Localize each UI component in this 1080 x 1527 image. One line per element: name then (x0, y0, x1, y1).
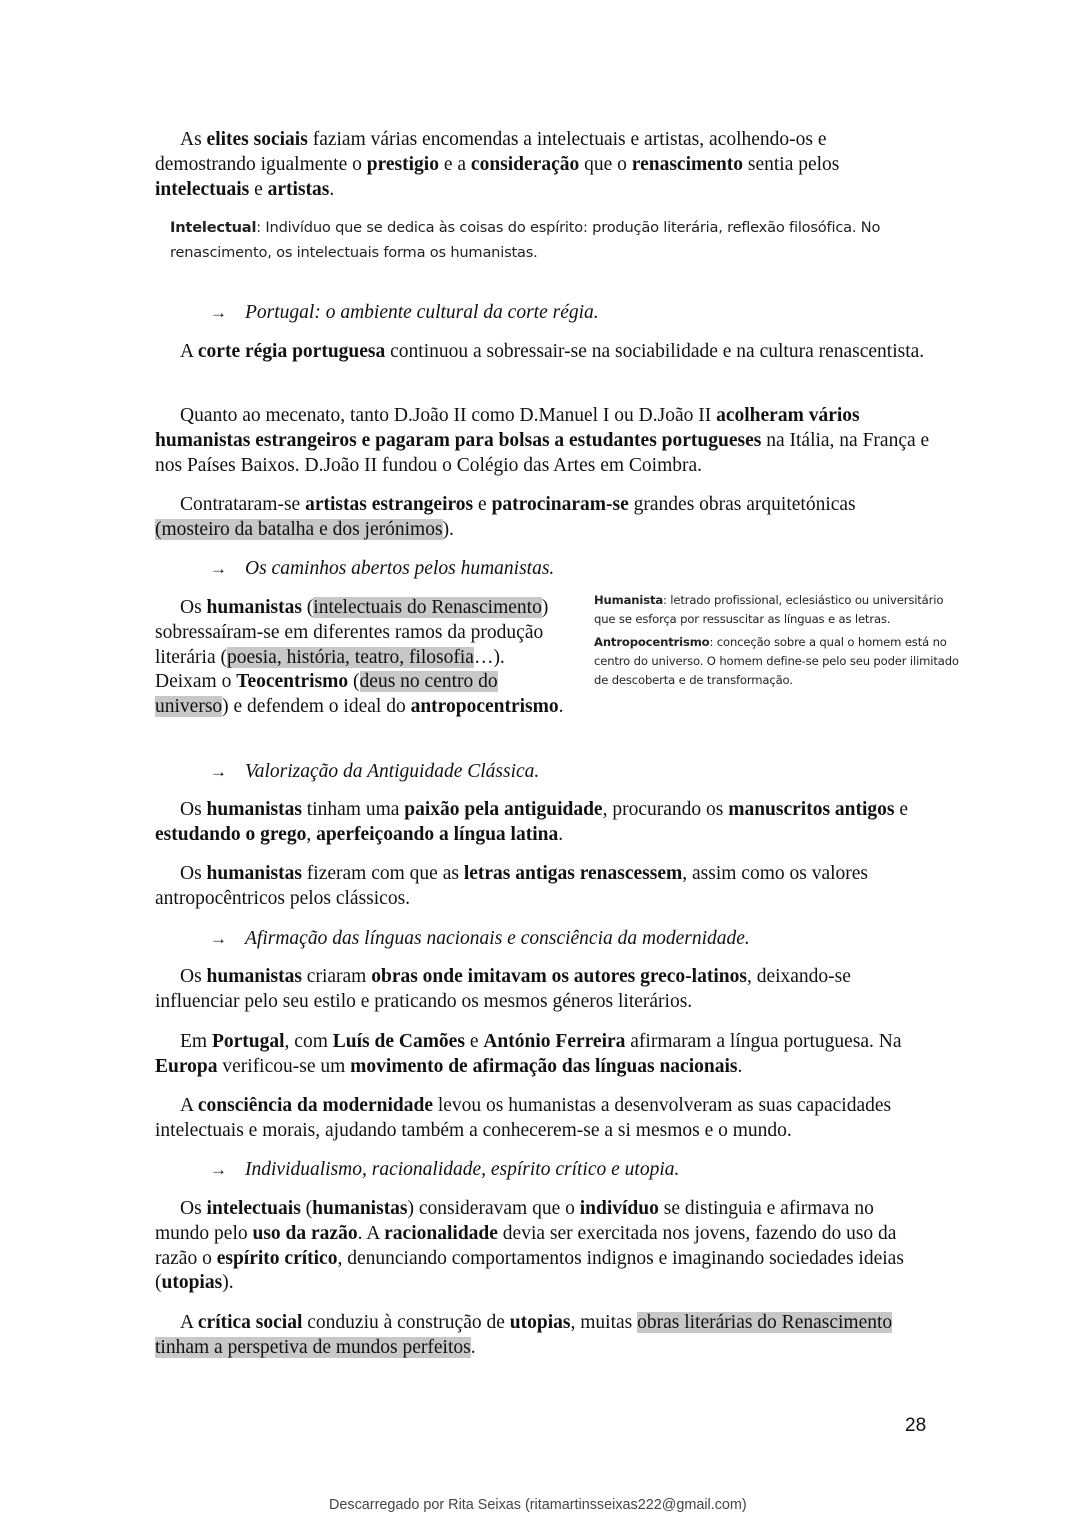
text: conduziu à construção de (302, 1312, 510, 1333)
text: …). Deixam o (155, 646, 505, 693)
text: faziam várias encomendas a intelectuais e artistas, acolhendo-os e demostrando igualmente o (155, 129, 827, 175)
highlighted-text: poesia, história, teatro, filosofia (227, 646, 474, 668)
text: ( (300, 1198, 313, 1219)
bold-text: aperfeiçoando a língua latina (316, 823, 559, 845)
bold-text: artistas (267, 178, 330, 200)
text: e (464, 1031, 484, 1052)
heading-text: Individualismo, racionalidade, espírito crítico e utopia. (245, 1159, 680, 1180)
highlighted-text: intelectuais do Renascimento (313, 597, 542, 618)
text: criaram (301, 966, 372, 987)
paragraph-humanistas (155, 596, 565, 720)
bold-text: renascimento (631, 153, 743, 175)
text: Os (180, 799, 207, 820)
bold-text: paixão pela antiguidade (404, 799, 603, 820)
text: Os (180, 597, 207, 618)
section-heading-linguas (210, 927, 750, 951)
text: e a (438, 153, 471, 175)
heading-text: Valorização da Antiguidade Clássica. (245, 761, 540, 782)
bold-text: letras antigas renascessem (463, 863, 683, 884)
heading-text: Os caminhos abertos pelos humanistas. (245, 558, 555, 579)
bold-text: Teocentrismo (236, 671, 349, 693)
text: A (180, 1095, 198, 1116)
text: As (180, 129, 207, 150)
bold-text: intelectuais (155, 178, 250, 200)
text: ( (301, 597, 314, 618)
bold-text: utopias (509, 1312, 571, 1333)
paragraph-modernidade (155, 1094, 930, 1144)
text: , deixando-se influenciar pelo seu estilo e praticando os mesmos géneros literários. (155, 966, 851, 1012)
highlighted-text: deus no centro do universo (155, 671, 498, 718)
text: A (180, 1312, 198, 1333)
text: , assim como os valores antropocêntricos pelos clássicos. (155, 863, 869, 909)
paragraph-letras-antigas (155, 862, 930, 912)
section-heading-caminhos (210, 557, 554, 581)
bold-text: humanistas (206, 799, 302, 820)
heading-text: Afirmação das línguas nacionais e consciência da modernidade. (245, 928, 750, 949)
definition-intelectual (170, 216, 930, 265)
text: , (306, 823, 317, 845)
text: e (473, 494, 492, 515)
definition-humanista (594, 591, 966, 629)
arrow-right-icon: → (210, 762, 227, 781)
bold-text: obras onde imitavam os autores greco-latinos (371, 966, 747, 987)
bold-text: consideração (470, 153, 580, 175)
section-heading-individualismo (210, 1158, 679, 1182)
arrow-right-icon: → (210, 1160, 227, 1179)
arrow-right-icon: → (210, 559, 227, 578)
text: continuou a sobressair-se na sociabilidade e na cultura renascentista. (385, 341, 925, 362)
page-number: 28 (905, 1415, 927, 1436)
bold-text: acolheram vários humanistas estrangeiros e pagaram para bolsas a estudantes portugueses (155, 405, 860, 451)
heading-text: Portugal: o ambiente cultural da corte régia. (245, 302, 599, 323)
bold-text: António Ferreira (483, 1031, 626, 1052)
text: Contrataram-se (180, 494, 306, 515)
bold-text: corte régia portuguesa (197, 341, 386, 362)
definition-text: : conceção sobre a qual o homem está no centro do universo. O homem define-se pelo seu poder ilimitado de descoberta e de transformação. (594, 635, 959, 687)
definition-term: Intelectual (170, 219, 257, 236)
text: . A (357, 1222, 385, 1244)
bold-text: artistas estrangeiros (305, 494, 474, 515)
text: Os (180, 1198, 207, 1219)
bold-text: estudando o grego (155, 823, 307, 845)
text: e (249, 178, 268, 200)
bold-text: racionalidade (384, 1222, 498, 1244)
paragraph-critica-social (155, 1311, 930, 1361)
paragraph-obras-greco-latinas (155, 965, 930, 1015)
highlighted-text: (mosteiro da batalha e dos jerónimos (155, 518, 443, 540)
paragraph-artistas (155, 493, 930, 543)
bold-text: humanistas (206, 863, 302, 884)
bold-text: antropocentrismo (410, 696, 559, 718)
text: . (558, 823, 564, 845)
section-heading-portugal (210, 301, 599, 325)
highlighted-text: obras literárias do Renascimento tinham a perspetiva de mundos perfeitos (155, 1312, 893, 1358)
bold-text: manuscritos antigos (728, 799, 895, 820)
bold-text: humanistas (206, 966, 302, 987)
bold-text: movimento de afirmação das línguas nacionais (350, 1055, 738, 1077)
text: Os (180, 966, 207, 987)
bold-text: intelectuais (206, 1198, 301, 1219)
arrow-right-icon: → (210, 303, 227, 322)
paragraph-paixao-antiguidade (155, 798, 945, 848)
text: grandes obras arquitetónicas (628, 494, 856, 515)
text: sentia pelos (742, 153, 840, 175)
bold-text: utopias (161, 1272, 223, 1294)
text: levou os humanistas a desenvolveram as suas capacidades intelectuais e morais, ajudando também a conhecerem-se a si mesmos e o mundo. (155, 1095, 892, 1141)
text: . (470, 1336, 476, 1358)
paragraph-elites (155, 128, 930, 202)
text: e (894, 799, 909, 820)
definition-text: : letrado profissional, eclesiástico ou universitário que se esforça por ressuscitar as línguas e as letras. (594, 593, 944, 626)
arrow-right-icon: → (210, 929, 227, 948)
definition-term: Antropocentrismo (594, 635, 710, 649)
text: Em (180, 1031, 212, 1052)
text: , com (284, 1031, 333, 1052)
bold-text: Europa (155, 1055, 218, 1077)
bold-text: uso da razão (252, 1222, 358, 1244)
text: ). (222, 1272, 234, 1294)
definition-text: : Indivíduo que se dedica às coisas do espírito: produção literária, reflexão filosófica. No renascimento, os intelectuais forma os humanistas. (170, 219, 881, 261)
section-heading-antiguidade (210, 760, 539, 784)
definition-antropocentrismo (594, 633, 966, 690)
text: . (737, 1055, 743, 1077)
text: na Itália, na França e nos Países Baixos. D.João II fundou o Colégio das Artes em Coimbra. (155, 429, 930, 476)
bold-text: prestigio (366, 153, 439, 175)
bold-text: Luís de Camões (332, 1031, 465, 1052)
text: ( (348, 671, 360, 693)
text: ) sobressaíram-se em diferentes ramos da produção literária ( (155, 597, 549, 668)
bold-text: espírito crítico (216, 1247, 338, 1269)
bold-text: patrocinaram-se (491, 494, 629, 515)
text: se distinguia e afirmava no mundo pelo (155, 1198, 874, 1244)
bold-text: humanistas (312, 1198, 408, 1219)
text: verificou-se um (217, 1055, 351, 1077)
text: Os (180, 863, 207, 884)
text: ). (442, 518, 454, 540)
text: , denunciando comportamentos indignos e imaginando sociedades ideias ( (155, 1247, 904, 1294)
text: tinham uma (301, 799, 405, 820)
bold-text: indivíduo (579, 1198, 659, 1219)
bold-text: crítica social (197, 1312, 303, 1333)
bold-text: elites sociais (206, 129, 308, 150)
text: . (329, 178, 335, 200)
text: A (180, 341, 198, 362)
paragraph-corte-regia (155, 340, 930, 365)
paragraph-portugal-europa (155, 1030, 930, 1080)
text: ) e defendem o ideal do (222, 696, 411, 718)
text: , muitas (570, 1312, 638, 1333)
text: fizeram com que as (301, 863, 464, 884)
bold-text: consciência da modernidade (197, 1095, 433, 1116)
definition-term: Humanista (594, 593, 664, 607)
text: ) consideravam que o (407, 1198, 580, 1219)
paragraph-intelectuais-razao (155, 1197, 930, 1296)
bold-text: Portugal (211, 1031, 285, 1052)
text: , procurando os (602, 799, 729, 820)
download-footer: Descarregado por Rita Seixas (ritamartinsseixas222@gmail.com) (329, 1497, 747, 1513)
paragraph-mecenato (155, 404, 930, 478)
text: . (558, 696, 564, 718)
text: afirmaram a língua portuguesa. Na (625, 1031, 902, 1052)
bold-text: humanistas (206, 597, 302, 618)
text: Quanto ao mecenato, tanto D.João II como D.Manuel I ou D.João II (180, 405, 717, 426)
text: que o (579, 153, 632, 175)
text: devia ser exercitada nos jovens, fazendo do uso da razão o (155, 1222, 897, 1269)
